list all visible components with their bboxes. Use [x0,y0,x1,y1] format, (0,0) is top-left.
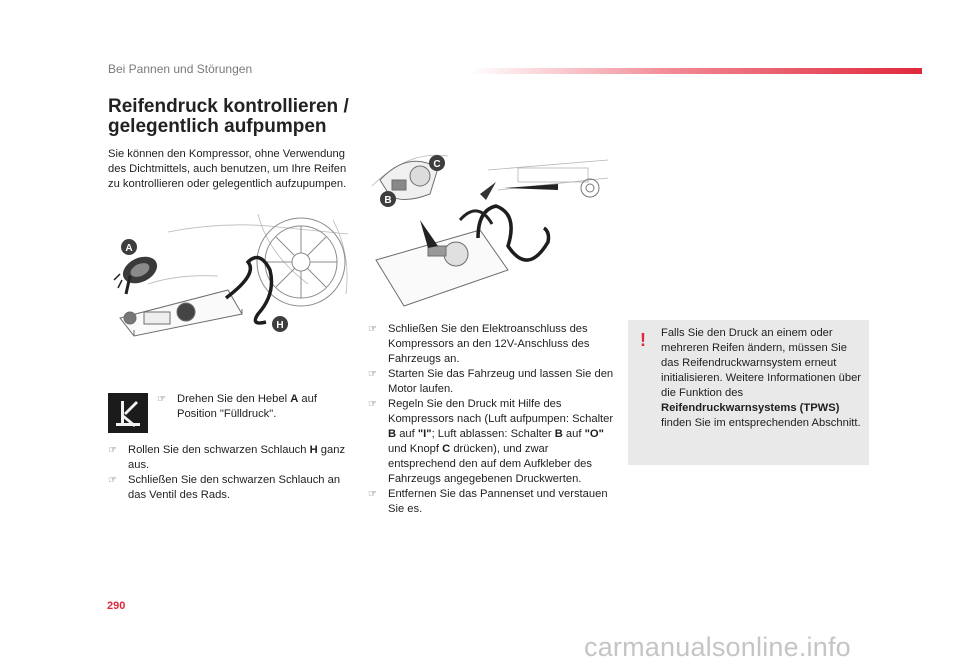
lever-A-knob [114,252,161,294]
list-item: ☞ Rollen Sie den schwarzen Schlauch H ganz aus. [108,444,346,471]
curved-arrow [460,211,492,224]
page-number: 290 [107,600,126,612]
section-title: Bei Pannen und Störungen [108,62,253,76]
pointing-hand-icon: ☞ [108,445,117,456]
plug-arrow [504,184,558,190]
compressor-top-view [376,161,508,306]
pointing-hand-icon: ☞ [108,475,117,486]
callout-A-label: A [125,243,133,254]
lever-step: ☞ Drehen Sie den Hebel A auf Position "Fülldruck". [157,393,317,420]
callout-B-label: B [384,195,392,206]
lever-icon [108,393,148,433]
console-socket [581,179,599,197]
compressor-body [120,290,242,336]
compressor-switch-illustration [368,150,608,310]
pointing-hand-icon: ☞ [157,394,166,405]
list-item: ☞ Schließen Sie den schwarzen Schlauch an das Ventil des Rads. [108,474,341,501]
watermark: carmanualsonline.info [584,632,851,662]
arrow-to-switch [420,220,438,248]
list-item: ☞ Schließen Sie den Elektroanschluss des Kompressors an den 12V-Anschluss des Fahrzeugs an. [368,323,590,365]
plug [480,182,496,200]
page-title: Reifendruck kontrollieren / gelegentlich aufpumpen [108,96,349,137]
list-item: ☞ Starten Sie das Fahrzeug und lassen Sie den Motor laufen. [368,368,614,395]
exclamation-icon: ! [640,330,646,350]
compressor-wheel-illustration [108,214,353,339]
pointing-hand-icon: ☞ [368,399,377,410]
intro-paragraph: Sie können den Kompressor, ohne Verwendung des Dichtmittels, auch benutzen, um Ihre Reifen zu kontrollieren oder gelegentlich aufzupumpen. [108,148,347,190]
callout-C-label: C [433,159,441,170]
pointing-hand-icon: ☞ [368,489,377,500]
warning-note-text: Falls Sie den Druck an einem oder mehreren Reifen ändern, müssen Sie das Reifendruckwarnsystem erneut initialisieren. Weitere Informationen über die Funktion des Reifendruckwarnsystems (TPWS) finden Sie im entsprechenden Abschnitt. [661,327,862,429]
pointing-hand-icon: ☞ [368,324,377,335]
list-item: ☞ Entfernen Sie das Pannenset und verstauen Sie es. [368,488,608,515]
pointing-hand-icon: ☞ [368,369,377,380]
list-item: ☞ Regeln Sie den Druck mit Hilfe des Kompressors nach (Luft aufpumpen: Schalter B auf "I"; Luft ablassen: Schalter B auf "O" und Knopf C drücken), und zwar entsprechend den auf dem Aufkleber des Fahrzeugs angegebenen Druckwerten. [368,398,614,485]
left-steps-list [108,443,353,503]
middle-steps-list [368,322,618,517]
header-accent-bar [470,68,922,74]
callout-H-label: H [276,320,284,331]
